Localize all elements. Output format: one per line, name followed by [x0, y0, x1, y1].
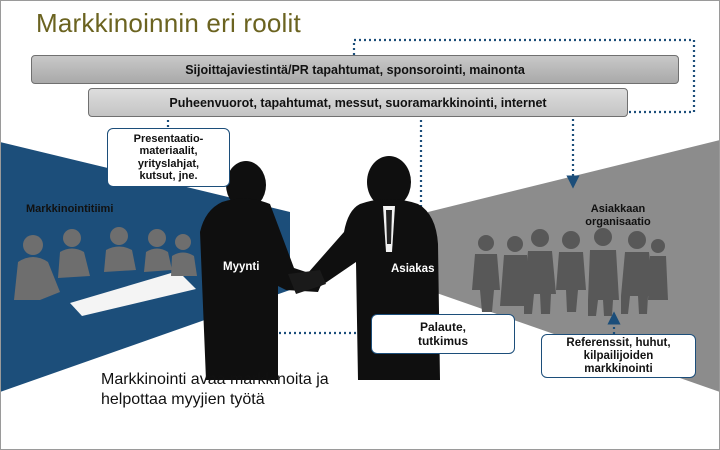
callout-presentation-materials: Presentaatio- materiaalit, yrityslahjat, kutsut, jne.	[107, 128, 230, 187]
callout-feedback-research: Palaute, tutkimus	[371, 314, 515, 354]
label-sales: Myynti	[223, 261, 260, 273]
bar-investor-pr: Sijoittajaviestintä/PR tapahtumat, sponsorointi, mainonta	[31, 55, 679, 84]
salesperson-silhouette	[200, 161, 324, 380]
slide-title: Markkinoinnin eri roolit	[36, 8, 301, 38]
summary-text: Markkinointi avaa markkinoita ja helpottaa myyjien työtä	[101, 371, 329, 408]
bar-events-direct-marketing: Puheenvuorot, tapahtumat, messut, suoramarkkinointi, internet	[88, 88, 628, 117]
label-customer: Asiakas	[391, 263, 435, 275]
label-marketing-team: Markkinointitiimi	[26, 203, 114, 215]
callout-references: Referenssit, huhut, kilpailijoiden markkinointi	[541, 334, 696, 378]
label-customer-organisation: Asiakkaan organisaatio	[585, 203, 651, 228]
